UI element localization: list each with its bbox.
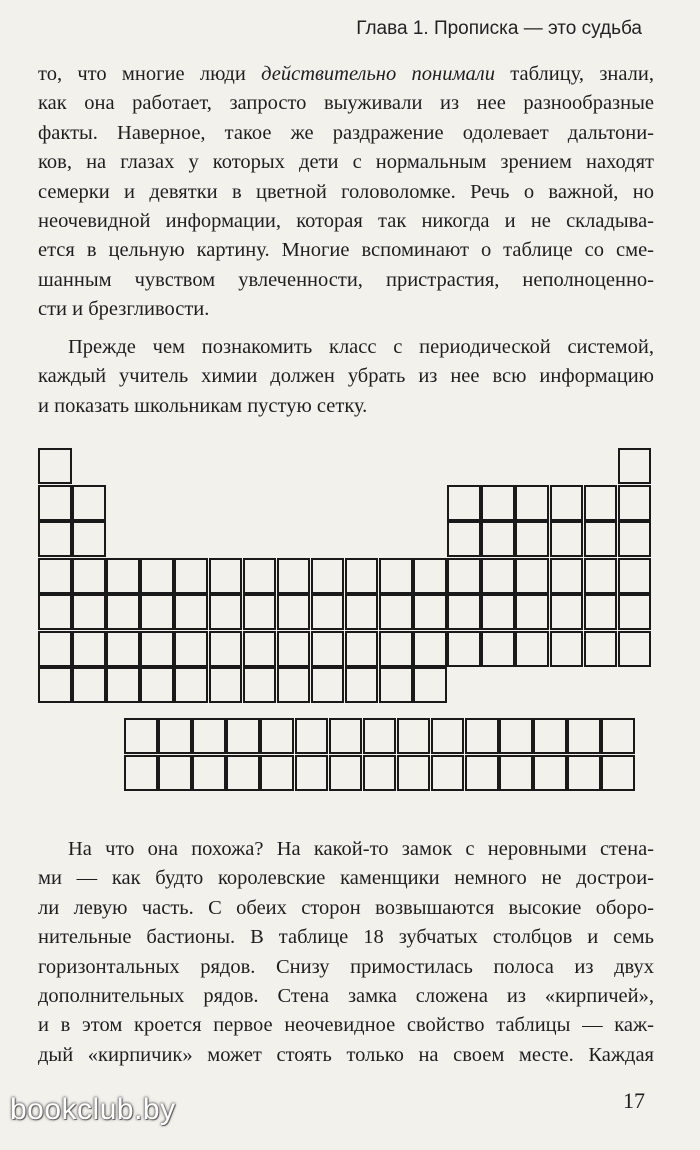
grid-cell — [618, 558, 652, 594]
text-line: горизонтальных рядов. Снизу примостилась полоса из двух — [38, 955, 654, 978]
grid-cell — [618, 448, 652, 484]
text-line: неочевидной информации, которая так никогда и не складыва- — [38, 210, 654, 233]
grid-cell — [209, 558, 243, 594]
text-line: шанным чувством увлеченности, пристрастия, неполноценно- — [38, 268, 654, 291]
grid-cell — [38, 448, 72, 484]
grid-cell — [295, 718, 329, 754]
grid-cell — [329, 718, 363, 754]
grid-cell — [277, 558, 311, 594]
grid-cell — [481, 521, 515, 557]
grid-cell — [38, 667, 72, 703]
grid-cell — [260, 755, 294, 791]
grid-cell — [618, 521, 652, 557]
grid-cell — [379, 558, 413, 594]
text-line: как она работает, запросто выуживали из нее разнообразные — [38, 92, 654, 115]
watermark-logo: bookclub.by — [10, 1093, 176, 1126]
running-header: Глава 1. Прописка — это судьба — [356, 18, 642, 39]
grid-cell — [72, 594, 106, 630]
text-line: ков, на глазах у которых дети с нормальным зрением находят — [38, 151, 654, 174]
grid-cell — [106, 594, 140, 630]
grid-cell — [345, 558, 379, 594]
grid-cell — [311, 558, 345, 594]
grid-cell — [209, 631, 243, 667]
text-line: и в этом кроется первое неочевидное свойство таблицы — каж- — [38, 1014, 654, 1037]
grid-cell — [515, 485, 549, 521]
grid-cell — [140, 558, 174, 594]
text-line: каждый учитель химии должен убрать из нее всю информацию — [38, 365, 654, 388]
text-line: дый «кирпичик» может стоять только на своем месте. Каждая — [38, 1043, 654, 1066]
grid-cell — [431, 718, 465, 754]
grid-cell — [481, 558, 515, 594]
grid-cell — [311, 594, 345, 630]
grid-cell — [106, 558, 140, 594]
grid-cell — [72, 631, 106, 667]
grid-cell — [447, 594, 481, 630]
grid-cell — [106, 631, 140, 667]
grid-cell — [311, 631, 345, 667]
text-line: и показать школьникам пустую сетку. — [38, 394, 368, 417]
grid-cell — [379, 594, 413, 630]
grid-cell — [413, 594, 447, 630]
text-line: сти и брезгливости. — [38, 298, 210, 321]
grid-cell — [124, 755, 158, 791]
grid-cell — [345, 594, 379, 630]
text-line: семерки и девятки в цветной головоломке. Речь о важной, но — [38, 180, 654, 203]
grid-cell — [481, 594, 515, 630]
text-line: нительные бастионы. В таблице 18 зубчатых столбцов и семь — [38, 926, 654, 949]
grid-cell — [38, 521, 72, 557]
grid-cell — [584, 558, 618, 594]
grid-cell — [379, 667, 413, 703]
grid-cell — [447, 521, 481, 557]
grid-cell — [499, 755, 533, 791]
text-line: дополнительных рядов. Стена замка сложена из «кирпичей», — [38, 985, 654, 1008]
grid-cell — [140, 631, 174, 667]
grid-cell — [550, 521, 584, 557]
text-line: факты. Наверное, такое же раздражение одолевает дальтони- — [38, 121, 654, 144]
grid-cell — [158, 755, 192, 791]
grid-cell — [601, 755, 635, 791]
grid-cell — [140, 667, 174, 703]
grid-cell — [243, 667, 277, 703]
grid-cell — [277, 667, 311, 703]
grid-cell — [158, 718, 192, 754]
grid-cell — [72, 558, 106, 594]
grid-cell — [413, 558, 447, 594]
grid-cell — [209, 594, 243, 630]
grid-cell — [447, 558, 481, 594]
grid-cell — [140, 594, 174, 630]
grid-cell — [345, 631, 379, 667]
grid-cell — [601, 718, 635, 754]
grid-cell — [618, 631, 652, 667]
text-line: ли левую часть. С обеих сторон возвышаются высокие оборо- — [38, 896, 654, 919]
text-line: На что она похожа? На какой-то замок с неровными стена- — [68, 838, 654, 860]
grid-cell — [243, 558, 277, 594]
grid-cell — [413, 631, 447, 667]
text-line: то, что многие люди действительно понимали таблицу, знали, — [38, 63, 654, 85]
grid-cell — [72, 667, 106, 703]
grid-cell — [38, 594, 72, 630]
grid-cell — [363, 755, 397, 791]
grid-cell — [192, 718, 226, 754]
grid-cell — [550, 485, 584, 521]
grid-cell — [174, 667, 208, 703]
text-line: Прежде чем познакомить класс с периодической системой, — [68, 336, 654, 358]
grid-cell — [550, 631, 584, 667]
grid-cell — [329, 755, 363, 791]
grid-cell — [226, 718, 260, 754]
grid-cell — [38, 485, 72, 521]
grid-cell — [243, 594, 277, 630]
grid-cell — [72, 521, 106, 557]
grid-cell — [174, 558, 208, 594]
grid-cell — [515, 521, 549, 557]
grid-cell — [584, 631, 618, 667]
grid-cell — [533, 755, 567, 791]
text-line: ется в цельную картину. Многие вспоминают о таблице со сме- — [38, 239, 654, 262]
grid-cell — [465, 755, 499, 791]
grid-cell — [345, 667, 379, 703]
page-number: 17 — [623, 1088, 645, 1113]
grid-cell — [515, 558, 549, 594]
grid-cell — [481, 631, 515, 667]
grid-cell — [192, 755, 226, 791]
grid-cell — [277, 594, 311, 630]
grid-cell — [363, 718, 397, 754]
grid-cell — [481, 485, 515, 521]
grid-cell — [533, 718, 567, 754]
grid-cell — [584, 521, 618, 557]
grid-cell — [174, 594, 208, 630]
grid-cell — [260, 718, 294, 754]
grid-cell — [431, 755, 465, 791]
grid-cell — [515, 594, 549, 630]
grid-cell — [397, 718, 431, 754]
grid-cell — [277, 631, 311, 667]
grid-cell — [311, 667, 345, 703]
grid-cell — [515, 631, 549, 667]
paragraph-1 — [38, 60, 654, 325]
grid-cell — [567, 755, 601, 791]
grid-cell — [618, 594, 652, 630]
grid-cell — [447, 631, 481, 667]
grid-cell — [567, 718, 601, 754]
grid-cell — [379, 631, 413, 667]
grid-cell — [584, 485, 618, 521]
grid-cell — [124, 718, 158, 754]
grid-cell — [618, 485, 652, 521]
grid-cell — [413, 667, 447, 703]
grid-cell — [209, 667, 243, 703]
grid-cell — [38, 631, 72, 667]
grid-cell — [447, 485, 481, 521]
italic-emphasis: действительно понимали — [261, 63, 495, 85]
grid-cell — [243, 631, 277, 667]
grid-cell — [72, 485, 106, 521]
grid-cell — [584, 594, 618, 630]
grid-cell — [550, 558, 584, 594]
grid-cell — [499, 718, 533, 754]
paragraph-2 — [38, 333, 654, 421]
grid-cell — [295, 755, 329, 791]
grid-cell — [397, 755, 431, 791]
grid-cell — [174, 631, 208, 667]
grid-cell — [226, 755, 260, 791]
grid-cell — [465, 718, 499, 754]
paragraph-3 — [38, 835, 654, 1070]
grid-cell — [550, 594, 584, 630]
text-line: ми — как будто королевские каменщики немного не дострои- — [38, 867, 654, 890]
grid-cell — [106, 667, 140, 703]
grid-cell — [38, 558, 72, 594]
